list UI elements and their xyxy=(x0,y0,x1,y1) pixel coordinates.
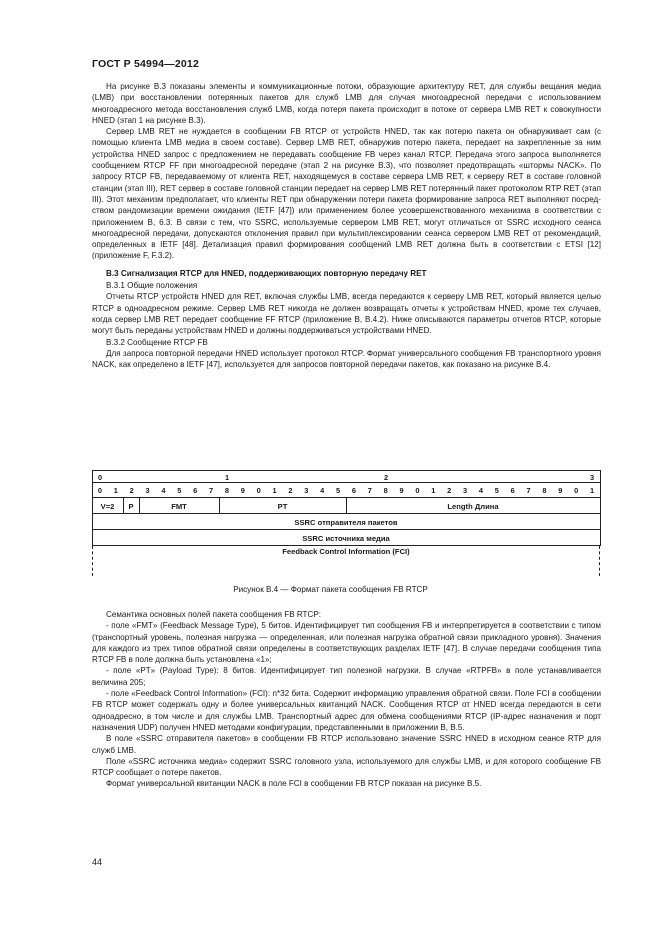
octet-label: 3 xyxy=(589,472,595,482)
paragraph: - поле «Feedback Control Information» (FCI): n*32 бита. Содержит информацию управления обратной связи. Поле FCI в сообщении FB RTCP может содержать одну и более универсальных квитанций NACK. Сообщения RTCP от HNED всегда передаются в сети одноадресно, в том числе и для службы LMB. Транспортный адрес для обмена сообщениями RTCP (IP-адрес назначения и порт назначения UDP) получен HNED методами конфигурации, представленными в приложении В, В.5. xyxy=(92,689,601,732)
paragraph: Отчеты RTCP устройств HNED для RET, включая службы LMB, всегда передаются к серверу LMB RET, который является целью RTCP в одноадресном режиме. Сервер LMB RET никогда не должен возвращать отчеты к устройствам HNED, кроме тех случаев, когда сервер LMB RET передает сообщение FF RTCP (приложение В, В.4.2). Ниже описываются параметры отчетов RTCP, которые могут быть переданы устройствам HNED и должны поддерживаться устройствами HNED. xyxy=(92,292,601,336)
bit-label: 2 xyxy=(288,486,293,495)
field-length: Length Длина xyxy=(447,501,499,511)
paragraph: Поле «SSRC источника медиа» содержит SSRC головного узла, используемого для службы LMB, и для которого сообщение FB RTCP сообщает о потере пакетов. xyxy=(92,756,601,778)
bit-label: 6 xyxy=(351,486,356,495)
bit-label: 1 xyxy=(590,486,595,495)
ssrc-media-row xyxy=(92,529,601,546)
paragraph: Сервер LMB RET не нуждается в сообщении FB RTCP от устройств HNED, так как потерю пакета он обнаруживает сам (с помощью клиента LMB медиа в своем составе). Сервер LMB RET, обнаружив потерю пакета, передает на закрепленные за ним устройства HNED запрос с предложением не передавать сообщение FB через канал RTCP. Передача этого запроса выполняется сообщением RTCP FF при многоадресной передаче (этап 2 на рисунке В.3), что позволяет предотвращать «штормы NACK». По запросу RTCP FB, передаваемому от клиента RET, находящемуся в составе сервера LMB RET, к серверу RET в составе головной станции (этап III), RET сервер в составе головной станции передает на сервер LMB RET потерянный пакет протоколом RTP RET (этап III). Этот механизм предполагает, что клиенты RET при обнаружении потери пакета формирование запроса RET выполняют посредством рандомизации времени ожидания (IETF [47]) или применением более усовершенствованного механизма в соответствии с приложением В, 6.3. В связи с тем, что SSRC, используемые сервером LMB RET, могут отличаться от SSRC исходного сеанса многоадресной передачи, допускаются отклонения правил при мультиплексировании сеанса сервером LMB RET от рекомендаций, определенных в IETF [48]. Детализация правил формирования сообщений LMB RET должна быть в соответствии с ETSI [12] (приложение F, F.3.2). xyxy=(92,127,601,261)
bit-label: 1 xyxy=(431,486,436,495)
bit-label: 0 xyxy=(97,486,102,495)
ssrc-sender-row xyxy=(92,513,601,530)
section-title: В.3 Сигнализация RTCP для HNED, поддерживающих повторную передачу RET xyxy=(106,268,427,278)
bit-label: 4 xyxy=(478,486,483,495)
bit-label: 6 xyxy=(510,486,515,495)
field-version: V=2 xyxy=(100,501,115,511)
figure-caption: Рисунок В.4 — Формат пакета сообщения FB RTCP xyxy=(233,585,428,594)
text-block-bottom xyxy=(92,609,601,790)
bit-label: 1 xyxy=(272,486,277,495)
subsection-title: В.3.1 Общие положения xyxy=(106,281,198,291)
bit-label: 9 xyxy=(240,486,245,495)
header-field-row xyxy=(92,497,601,514)
paragraph: Формат универсальной квитанции NACK в поле FCI в сообщении FB RTCP показан на рисунке В.5. xyxy=(106,779,482,789)
bit-label: 0 xyxy=(574,486,579,495)
packet-format-figure xyxy=(92,470,601,578)
bit-label: 4 xyxy=(161,486,166,495)
bit-label: 8 xyxy=(383,486,388,495)
bit-label: 7 xyxy=(526,486,531,495)
field-padding: P xyxy=(128,501,134,511)
paragraph: - поле «PT» (Payload Type): 8 битов. Идентифицирует тип полезной нагрузки. В случае «RTPFB» в поле устанавливается величина 205; xyxy=(92,666,601,687)
paragraph: - поле «FMT» (Feedback Message Type), 5 битов. Идентифицирует тип сообщения FB и интерпретируется в соответствии с типом (транспортный уровень, полезная нагрузка — определенная, или полезная нагрузка обратной связи прикладного уровня). Значения для каждого из трех типов обратной связи определены в соответствующих разделах IETF [47]. В случае передачи сообщения типа RTCP FB в поле должна быть установлена «1»; xyxy=(92,621,601,665)
paragraph: Семантика основных полей пакета сообщения FB RTCP: xyxy=(106,610,321,619)
bit-label: 0 xyxy=(256,486,261,495)
bit-label: 2 xyxy=(129,486,134,495)
page-number: 44 xyxy=(92,857,103,867)
text-block-top xyxy=(92,81,601,370)
paragraph: Для запроса повторной передачи HNED использует протокол RTCP. Формат универсального сообщения FB транспортного уровня NACK, как определено в IETF [47], используется для запросов повторной передачи пакетов, как показано на рисунке В.4. xyxy=(92,348,601,370)
field-ssrc-sender: SSRC отправителя пакетов xyxy=(294,517,398,527)
bit-label: 2 xyxy=(447,486,452,495)
bit-label: 9 xyxy=(399,486,404,495)
field-fci: Feedback Control Information (FCI) xyxy=(282,547,410,556)
bit-label: 3 xyxy=(304,486,309,495)
fci-row xyxy=(92,545,601,576)
bit-label: 8 xyxy=(224,486,229,495)
bit-label: 3 xyxy=(463,486,468,495)
bit-label: 8 xyxy=(542,486,547,495)
paragraph: На рисунке В.3 показаны элементы и коммуникационные потоки, образующие архитектуру RET, для службы вещания медиа (LMB) при восстановлении потерянных пакетов для служб LMB для случая многоадресной передачи с использованием многоадресного метода восстановления служб LMB, когда потеря пакета происходит в потоке от сервера LMB RET к совокупности HNED (этап 1 на рисунке В.3). xyxy=(92,82,601,125)
octet-label: 1 xyxy=(224,472,230,482)
paragraph: В поле «SSRC отправителя пакетов» в сообщении FB RTCP использовано значение SSRC HNED в исходном сеансе RTP для служб LMB. xyxy=(92,734,601,755)
bit-label: 9 xyxy=(558,486,563,495)
bit-label: 7 xyxy=(209,486,214,495)
bit-row xyxy=(92,482,601,498)
bit-label: 7 xyxy=(367,486,372,495)
octet-label: 0 xyxy=(97,472,103,482)
bit-label: 6 xyxy=(193,486,198,495)
bit-label: 3 xyxy=(145,486,150,495)
subsection-title: В.3.2 Сообщение RTCP FB xyxy=(106,337,208,347)
standard-header: ГОСТ Р 54994—2012 xyxy=(92,58,200,70)
bit-label: 5 xyxy=(494,486,499,495)
bit-label: 4 xyxy=(320,486,325,495)
bit-label: 1 xyxy=(113,486,118,495)
bit-label: 0 xyxy=(415,486,420,495)
octet-label: 2 xyxy=(383,472,389,482)
bit-label: 5 xyxy=(177,486,182,495)
field-pt: PT xyxy=(277,501,288,511)
field-ssrc-media: SSRC источника медиа xyxy=(302,533,390,543)
field-fmt: FMT xyxy=(171,501,187,511)
bit-label: 5 xyxy=(336,486,341,495)
